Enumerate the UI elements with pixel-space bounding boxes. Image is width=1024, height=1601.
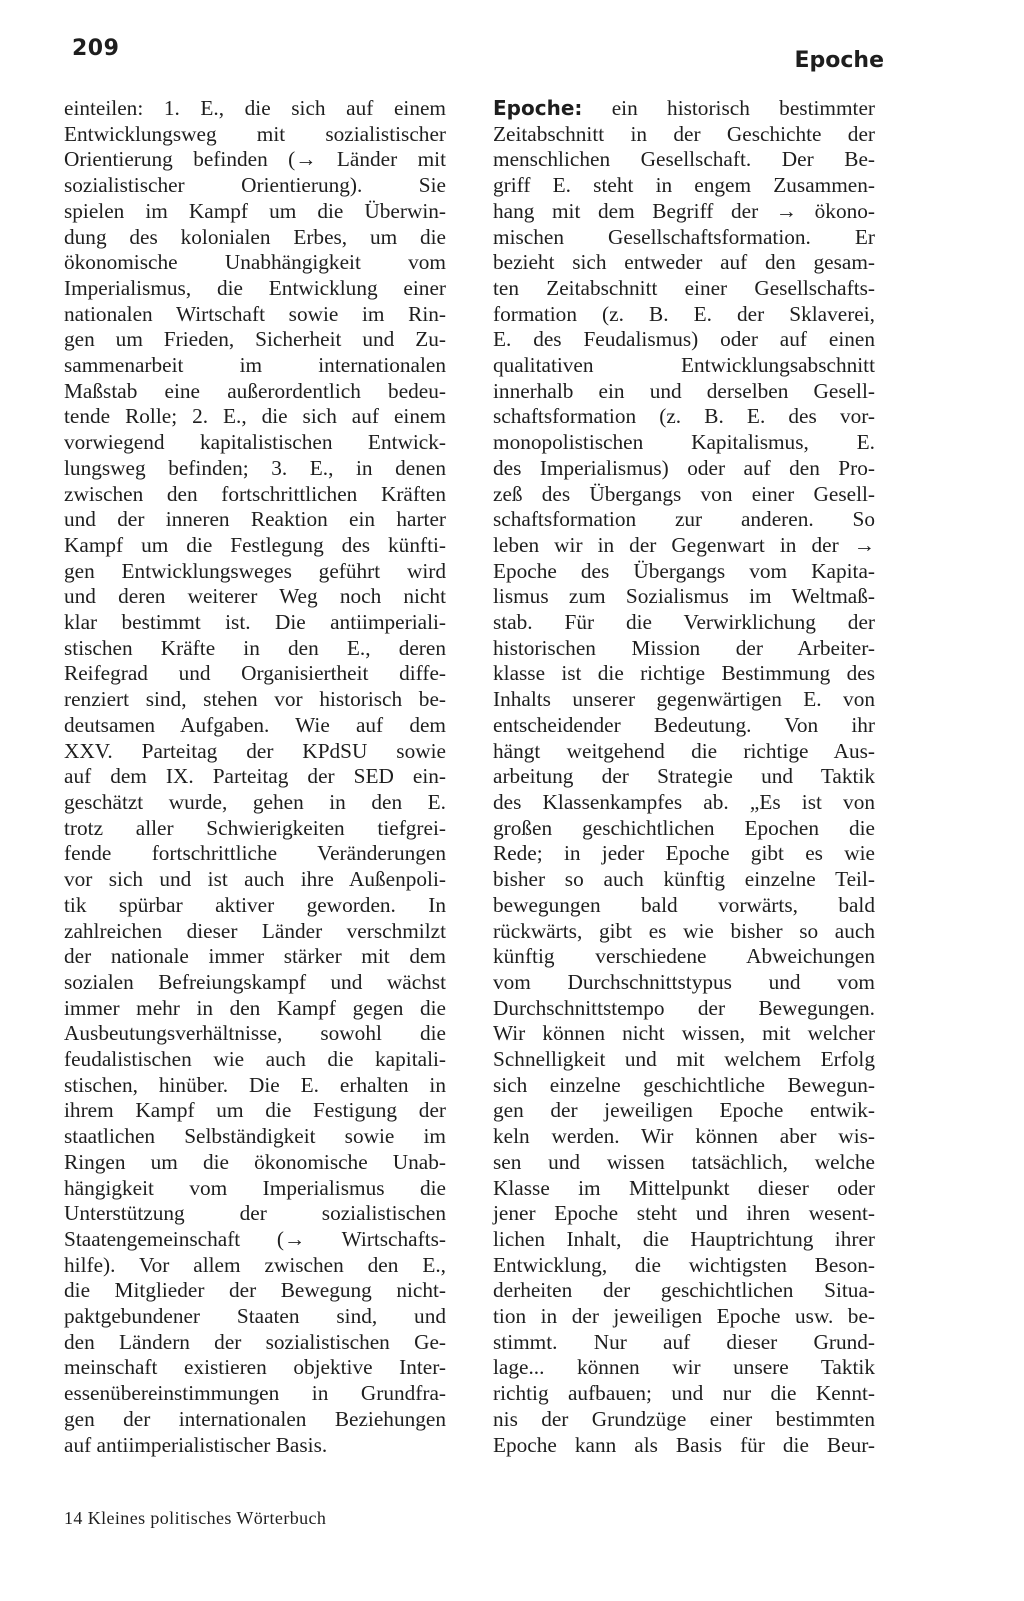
- text-line: hängigkeit vom Imperialismus die: [64, 1175, 446, 1200]
- text-line: Imperialismus, die Entwicklung einer: [64, 275, 446, 300]
- text-line: gen der jeweiligen Epoche entwik-: [493, 1098, 875, 1123]
- text-line: Epoche des Übergangs vom Kapita-: [493, 558, 875, 583]
- text-line: Schnelligkeit und mit welchem Erfolg: [493, 1047, 875, 1072]
- text-line: stab. Für die Verwirklichung der: [493, 610, 875, 635]
- book-signature: 14 Kleines politisches Wörterbuch: [64, 1508, 327, 1528]
- text-line: Entwicklung, die wichtigsten Beson-: [493, 1252, 875, 1277]
- text-line: Wir können nicht wissen, mit welcher: [493, 1021, 875, 1046]
- text-line: lismus zum Sozialismus im Weltmaß-: [493, 584, 875, 609]
- text-line: Durchschnittstempo der Bewegungen.: [493, 995, 875, 1020]
- text-line: stimmt. Nur auf dieser Grund-: [493, 1329, 875, 1354]
- text-line: fende fortschrittliche Veränderungen: [64, 841, 446, 866]
- text-line: hängt weitgehend die richtige Aus-: [493, 738, 875, 763]
- text-line: hilfe). Vor allem zwischen den E.,: [64, 1252, 446, 1277]
- text-line: geschätzt wurde, gehen in den E.: [64, 789, 446, 814]
- text-line: sozialen Befreiungskampf und wächst: [64, 969, 446, 994]
- text-line: historischen Mission der Arbeiter-: [493, 635, 875, 660]
- text-line: künftig verschiedene Abweichungen: [493, 944, 875, 969]
- text-line: E. des Feudalismus) oder auf einen: [493, 327, 875, 352]
- text-line: lichen Inhalt, die Hauptrichtung ihrer: [493, 1226, 875, 1251]
- text-line: trotz aller Schwierigkeiten tiefgrei-: [64, 815, 446, 840]
- text-line: Reifegrad und Organisiertheit diffe-: [64, 661, 446, 686]
- text-line: staatlichen Selbständigkeit sowie im: [64, 1124, 446, 1149]
- text-line: Zeitabschnitt in der Geschichte der: [493, 121, 875, 146]
- text-line: [64, 147, 446, 173]
- text-line: lage... können wir unsere Taktik: [493, 1355, 875, 1380]
- text-line: Kampf um die Festlegung des künfti-: [64, 532, 446, 557]
- text-line: Unterstützung der sozialistischen: [64, 1201, 446, 1226]
- text-line: klar bestimmt ist. Die antiimperiali-: [64, 610, 446, 635]
- text-line: formation (z. B. E. der Sklaverei,: [493, 301, 875, 326]
- text-line: deutsamen Aufgaben. Wie auf dem: [64, 712, 446, 737]
- text-line: gen Entwicklungsweges geführt wird: [64, 558, 446, 583]
- text-line: ökonomische Unabhängigkeit vom: [64, 250, 446, 275]
- text-line: tik spürbar aktiver geworden. In: [64, 892, 446, 917]
- text-line: Rede; in jeder Epoche gibt es wie: [493, 841, 875, 866]
- text-line: großen geschichtlichen Epochen die: [493, 815, 875, 840]
- text-line: Klasse im Mittelpunkt dieser oder: [493, 1175, 875, 1200]
- text-line: sammenarbeit im internationalen: [64, 353, 446, 378]
- text-line: gen um Frieden, Sicherheit und Zu-: [64, 327, 446, 352]
- text-line: rückwärts, gibt es wie bisher so auch: [493, 918, 875, 943]
- text-line: ihrem Kampf um die Festigung der: [64, 1098, 446, 1123]
- text-line: keln werden. Wir können aber wis-: [493, 1124, 875, 1149]
- text-line: des Klassenkampfes ab. „Es ist von: [493, 789, 875, 814]
- text-line: renziert sind, stehen vor historisch be-: [64, 687, 446, 712]
- text-line: paktgebundener Staaten sind, und: [64, 1304, 446, 1329]
- text-line: qualitativen Entwicklungsabschnitt: [493, 353, 875, 378]
- text-line: des Imperialismus) oder auf den Pro-: [493, 455, 875, 480]
- text-line: stischen Kräfte in den E., deren: [64, 635, 446, 660]
- text-line: zeß des Übergangs von einer Gesell-: [493, 481, 875, 506]
- text-line: hang mit dem Begriff der → ökono-: [493, 198, 875, 223]
- right-column: [493, 96, 875, 1458]
- text-line: und der inneren Reaktion ein harter: [64, 507, 446, 532]
- text-line: tende Rolle; 2. E., die sich auf einem: [64, 404, 446, 429]
- text-line: dung des kolonialen Erbes, um die: [64, 224, 446, 249]
- text-line: mischen Gesellschaftsformation. Er: [493, 224, 875, 249]
- page-number: 209: [72, 36, 120, 61]
- entry-headword: Epoche:: [493, 96, 583, 120]
- text-line: meinschaft existieren objektive Inter-: [64, 1355, 446, 1380]
- text-line: bisher so auch künftig einzelne Teil-: [493, 867, 875, 892]
- text-line: gen der internationalen Beziehungen: [64, 1406, 446, 1431]
- text-line: derheiten der geschichtlichen Situa-: [493, 1278, 875, 1303]
- text-line: auf antiimperialistischer Basis.: [64, 1432, 328, 1457]
- text-line: richtig aufbauen; und nur die Kennt-: [493, 1381, 875, 1406]
- text-line: zwischen den fortschrittlichen Kräften: [64, 481, 446, 506]
- text-line: spielen im Kampf um die Überwin-: [64, 198, 446, 223]
- text-line: entscheidender Bedeutung. Von ihr: [493, 712, 875, 737]
- text-line: jener Epoche steht und ihren wesent-: [493, 1201, 875, 1226]
- text-line: bewegungen bald vorwärts, bald: [493, 892, 875, 917]
- text-line: die Mitglieder der Bewegung nicht-: [64, 1278, 446, 1303]
- text-line: Ringen um die ökonomische Unab-: [64, 1149, 446, 1174]
- text-line: feudalistischen wie auch die kapitali-: [64, 1047, 446, 1072]
- text-line: den Ländern der sozialistischen Ge-: [64, 1329, 446, 1354]
- text-line: XXV. Parteitag der KPdSU sowie: [64, 738, 446, 763]
- left-column: [64, 96, 446, 1458]
- text-line: innerhalb ein und derselben Gesell-: [493, 378, 875, 403]
- text-line: sen und wissen tatsächlich, welche: [493, 1149, 875, 1174]
- text-line: menschlichen Gesellschaft. Der Be-: [493, 147, 875, 172]
- text-line: und deren weiterer Weg noch nicht: [64, 584, 446, 609]
- text-line: griff E. steht in engem Zusammen-: [493, 173, 875, 198]
- text-line: Entwicklungsweg mit sozialistischer: [64, 121, 446, 146]
- text-line: zahlreichen dieser Länder verschmilzt: [64, 918, 446, 943]
- text-line: arbeitung der Strategie und Taktik: [493, 764, 875, 789]
- entry-first-line: [493, 96, 875, 122]
- text-line: schaftsformation zur anderen. So: [493, 507, 875, 532]
- text-line: der nationale immer stärker mit dem: [64, 944, 446, 969]
- text-line: Epoche kann als Basis für die Beur-: [493, 1432, 875, 1457]
- text-line: tion in der jeweiligen Epoche usw. be-: [493, 1304, 875, 1329]
- text-line: vor sich und ist auch ihre Außenpoli-: [64, 867, 446, 892]
- text-line: essenübereinstimmungen in Grundfra-: [64, 1381, 446, 1406]
- text-line: Inhalts unserer gegenwärtigen E. von: [493, 687, 875, 712]
- text-line: leben wir in der Gegenwart in der →: [493, 532, 875, 557]
- text-line: nationalen Wirtschaft sowie im Rin-: [64, 301, 446, 326]
- text-line: Maßstab eine außerordentlich bedeu-: [64, 378, 446, 403]
- text-line: sich einzelne geschichtliche Bewegun-: [493, 1072, 875, 1097]
- text-line-part: ein historisch bestimmter: [611, 96, 875, 120]
- text-line: monopolistischen Kapitalismus, E.: [493, 430, 875, 455]
- text-line: lungsweg befinden; 3. E., in denen: [64, 455, 446, 480]
- text-line: schaftsformation (z. B. E. des vor-: [493, 404, 875, 429]
- text-line: stischen, hinüber. Die E. erhalten in: [64, 1072, 446, 1097]
- text-line: ten Zeitabschnitt einer Gesellschafts-: [493, 275, 875, 300]
- text-line: immer mehr in den Kampf gegen die: [64, 995, 446, 1020]
- text-line: sozialistischer Orientierung). Sie: [64, 173, 446, 198]
- text-line: einteilen: 1. E., die sich auf einem: [64, 96, 446, 120]
- text-line: vorwiegend kapitalistischen Entwick-: [64, 430, 446, 455]
- text-line: nis der Grundzüge einer bestimmten: [493, 1406, 875, 1431]
- running-head: Epoche: [794, 48, 884, 73]
- text-line: klasse ist die richtige Bestimmung des: [493, 661, 875, 686]
- text-line: bezieht sich entweder auf den gesam-: [493, 250, 875, 275]
- text-line: Ausbeutungsverhältnisse, sowohl die: [64, 1021, 446, 1046]
- text-line: vom Durchschnittstypus und vom: [493, 969, 875, 994]
- text-line: auf dem IX. Parteitag der SED ein-: [64, 764, 446, 789]
- text-line: Staatengemeinschaft (→ Wirtschafts-: [64, 1226, 446, 1251]
- text-line-part: Orientierung befinden (→ Länder mit: [64, 147, 446, 172]
